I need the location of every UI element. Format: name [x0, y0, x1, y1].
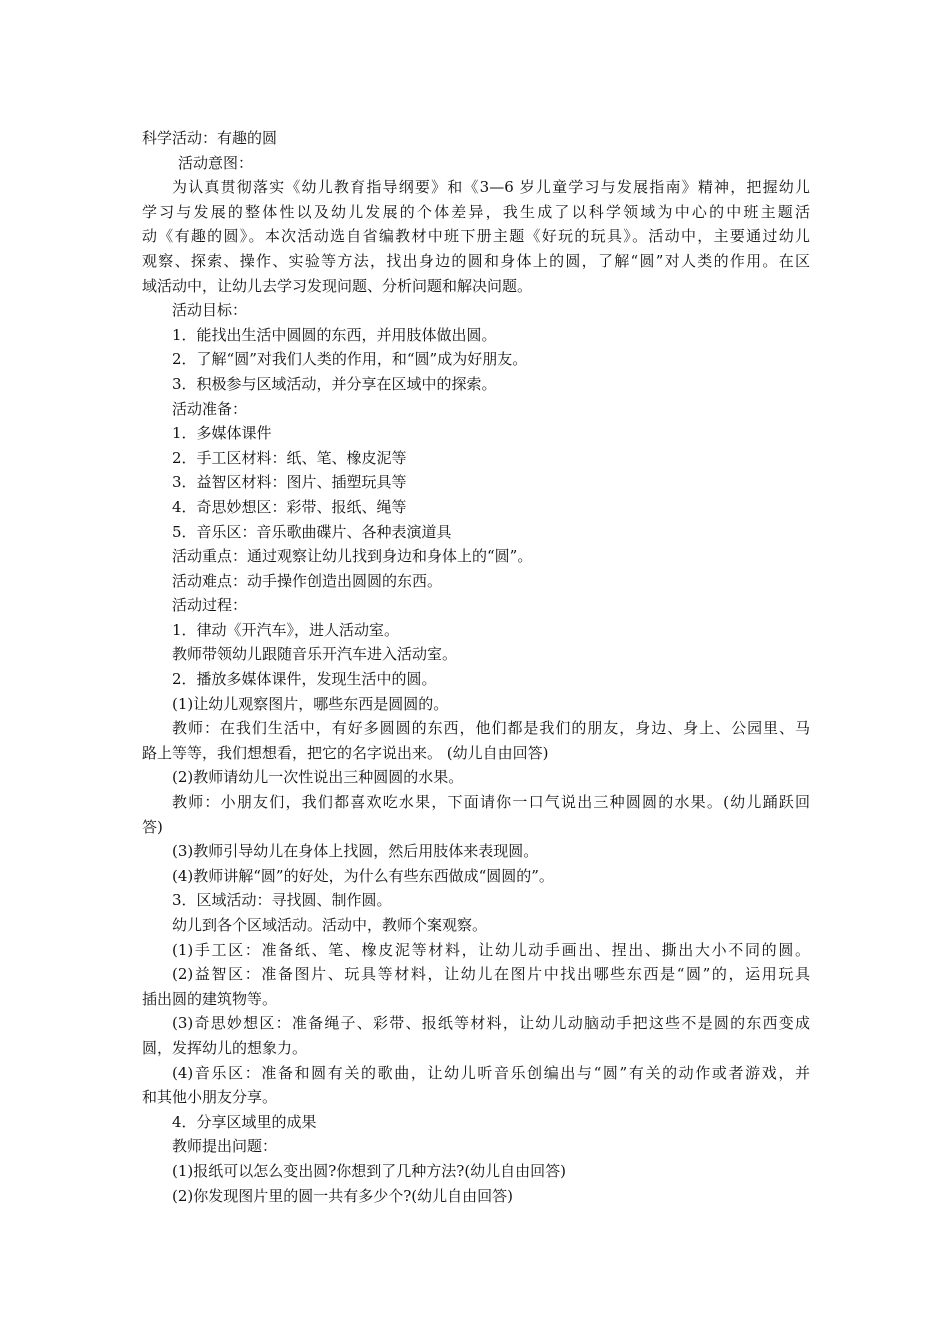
- text-line: 3．益智区材料：图片、插塑玩具等: [172, 473, 407, 492]
- text-line: 和其他小朋友分享。: [142, 1088, 278, 1107]
- text-line: (2)益智区：准备图片、玩具等材料，让幼儿在图片中找出哪些东西是“圆”的，运用玩具: [172, 965, 810, 984]
- text-line: (3)教师引导幼儿在身体上找圆，然后用肢体来表现圆。: [172, 842, 539, 861]
- text-line: 1．能找出生活中圆圆的东西，并用肢体做出圆。: [172, 325, 497, 344]
- text-line: 活动难点：动手操作创造出圆圆的东西。: [172, 571, 443, 590]
- text-line: 活动重点：通过观察让幼儿找到身边和身体上的“圆”。: [172, 547, 533, 566]
- text-line: 教师：小朋友们，我们都喜欢吃水果，下面请你一口气说出三种圆圆的水果。(幼儿踊跃回: [172, 793, 810, 812]
- text-line: 2．手工区材料：纸、笔、橡皮泥等: [172, 448, 407, 467]
- text-line: 答): [142, 817, 163, 836]
- text-line: 3．区域活动：寻找圆、制作圆。: [172, 891, 392, 910]
- text-line: 教师：在我们生活中，有好多圆圆的东西，他们都是我们的朋友，身边、身上、公园里、马: [172, 719, 810, 738]
- text-line: 活动过程：: [172, 596, 248, 615]
- text-line: (4)音乐区：准备和圆有关的歌曲，让幼儿听音乐创编出与“圆”有关的动作或者游戏，并: [172, 1063, 810, 1082]
- text-line: 3．积极参与区域活动，并分享在区域中的探索。: [172, 374, 497, 393]
- text-line: 为认真贯彻落实《幼儿教育指导纲要》和《3—6 岁儿童学习与发展指南》精神，把握幼儿: [172, 178, 810, 197]
- document-title: 科学活动：有趣的圆: [142, 129, 278, 147]
- text-line: 教师提出问题：: [172, 1137, 278, 1156]
- text-line: (4)教师讲解“圆”的好处，为什么有些东西做成“圆圆的”。: [172, 866, 554, 885]
- text-line: 动《有趣的圆》。本次活动选自省编教材中班下册主题《好玩的玩具》。活动中，主要通过幼儿: [142, 227, 810, 246]
- text-line: (2)教师请幼儿一次性说出三种圆圆的水果。: [172, 768, 464, 787]
- text-line: 插出圆的建筑物等。: [142, 989, 278, 1008]
- text-line: 学习与发展的整体性以及幼儿发展的个体差异，我生成了以科学领域为中心的中班主题活: [142, 202, 810, 221]
- text-line: 1．多媒体课件: [172, 424, 272, 443]
- text-line: 路上等等，我们想想看，把它的名字说出来。 (幼儿自由回答): [142, 743, 549, 762]
- text-line: 幼儿到各个区域活动。活动中，教师个案观察。: [172, 916, 488, 934]
- document-body: [142, 126, 810, 1208]
- text-line: (1)报纸可以怎么变出圆?你想到了几种方法?(幼儿自由回答): [172, 1161, 567, 1180]
- text-line: 活动意图：: [178, 153, 254, 172]
- text-line: 观察、探索、操作、实验等方法，找出身边的圆和身体上的圆，了解“圆”对人类的作用。在区: [142, 251, 810, 270]
- text-line: 2．了解“圆”对我们人类的作用，和“圆”成为好朋友。: [172, 350, 528, 369]
- text-line: 5．音乐区：音乐歌曲碟片、各种表演道具: [172, 522, 452, 541]
- text-line: 活动准备：: [172, 399, 248, 418]
- text-line: 4．奇思妙想区：彩带、报纸、绳等: [172, 497, 407, 516]
- text-line: 域活动中，让幼儿去学习发现问题、分析问题和解决问题。: [142, 276, 533, 295]
- text-line: (3)奇思妙想区：准备绳子、彩带、报纸等材料，让幼儿动脑动手把这些不是圆的东西变成: [172, 1014, 810, 1033]
- text-line: 教师带领幼儿跟随音乐开汽车进入活动室。: [172, 645, 458, 664]
- text-line: 1．律动《开汽车》，进人活动室。: [172, 620, 400, 639]
- text-line: 2．播放多媒体课件，发现生活中的圆。: [172, 670, 437, 689]
- text-line: 活动目标：: [172, 301, 248, 320]
- text-line: (2)你发现图片里的圆一共有多少个?(幼儿自由回答): [172, 1186, 513, 1205]
- text-line: 圆，发挥幼儿的想象力。: [142, 1038, 308, 1057]
- text-line: (1)让幼儿观察图片，哪些东西是圆圆的。: [172, 694, 449, 713]
- text-line: 4．分享区域里的成果: [172, 1112, 317, 1131]
- text-line: (1)手工区：准备纸、笔、橡皮泥等材料，让幼儿动手画出、捏出、撕出大小不同的圆。: [172, 940, 810, 959]
